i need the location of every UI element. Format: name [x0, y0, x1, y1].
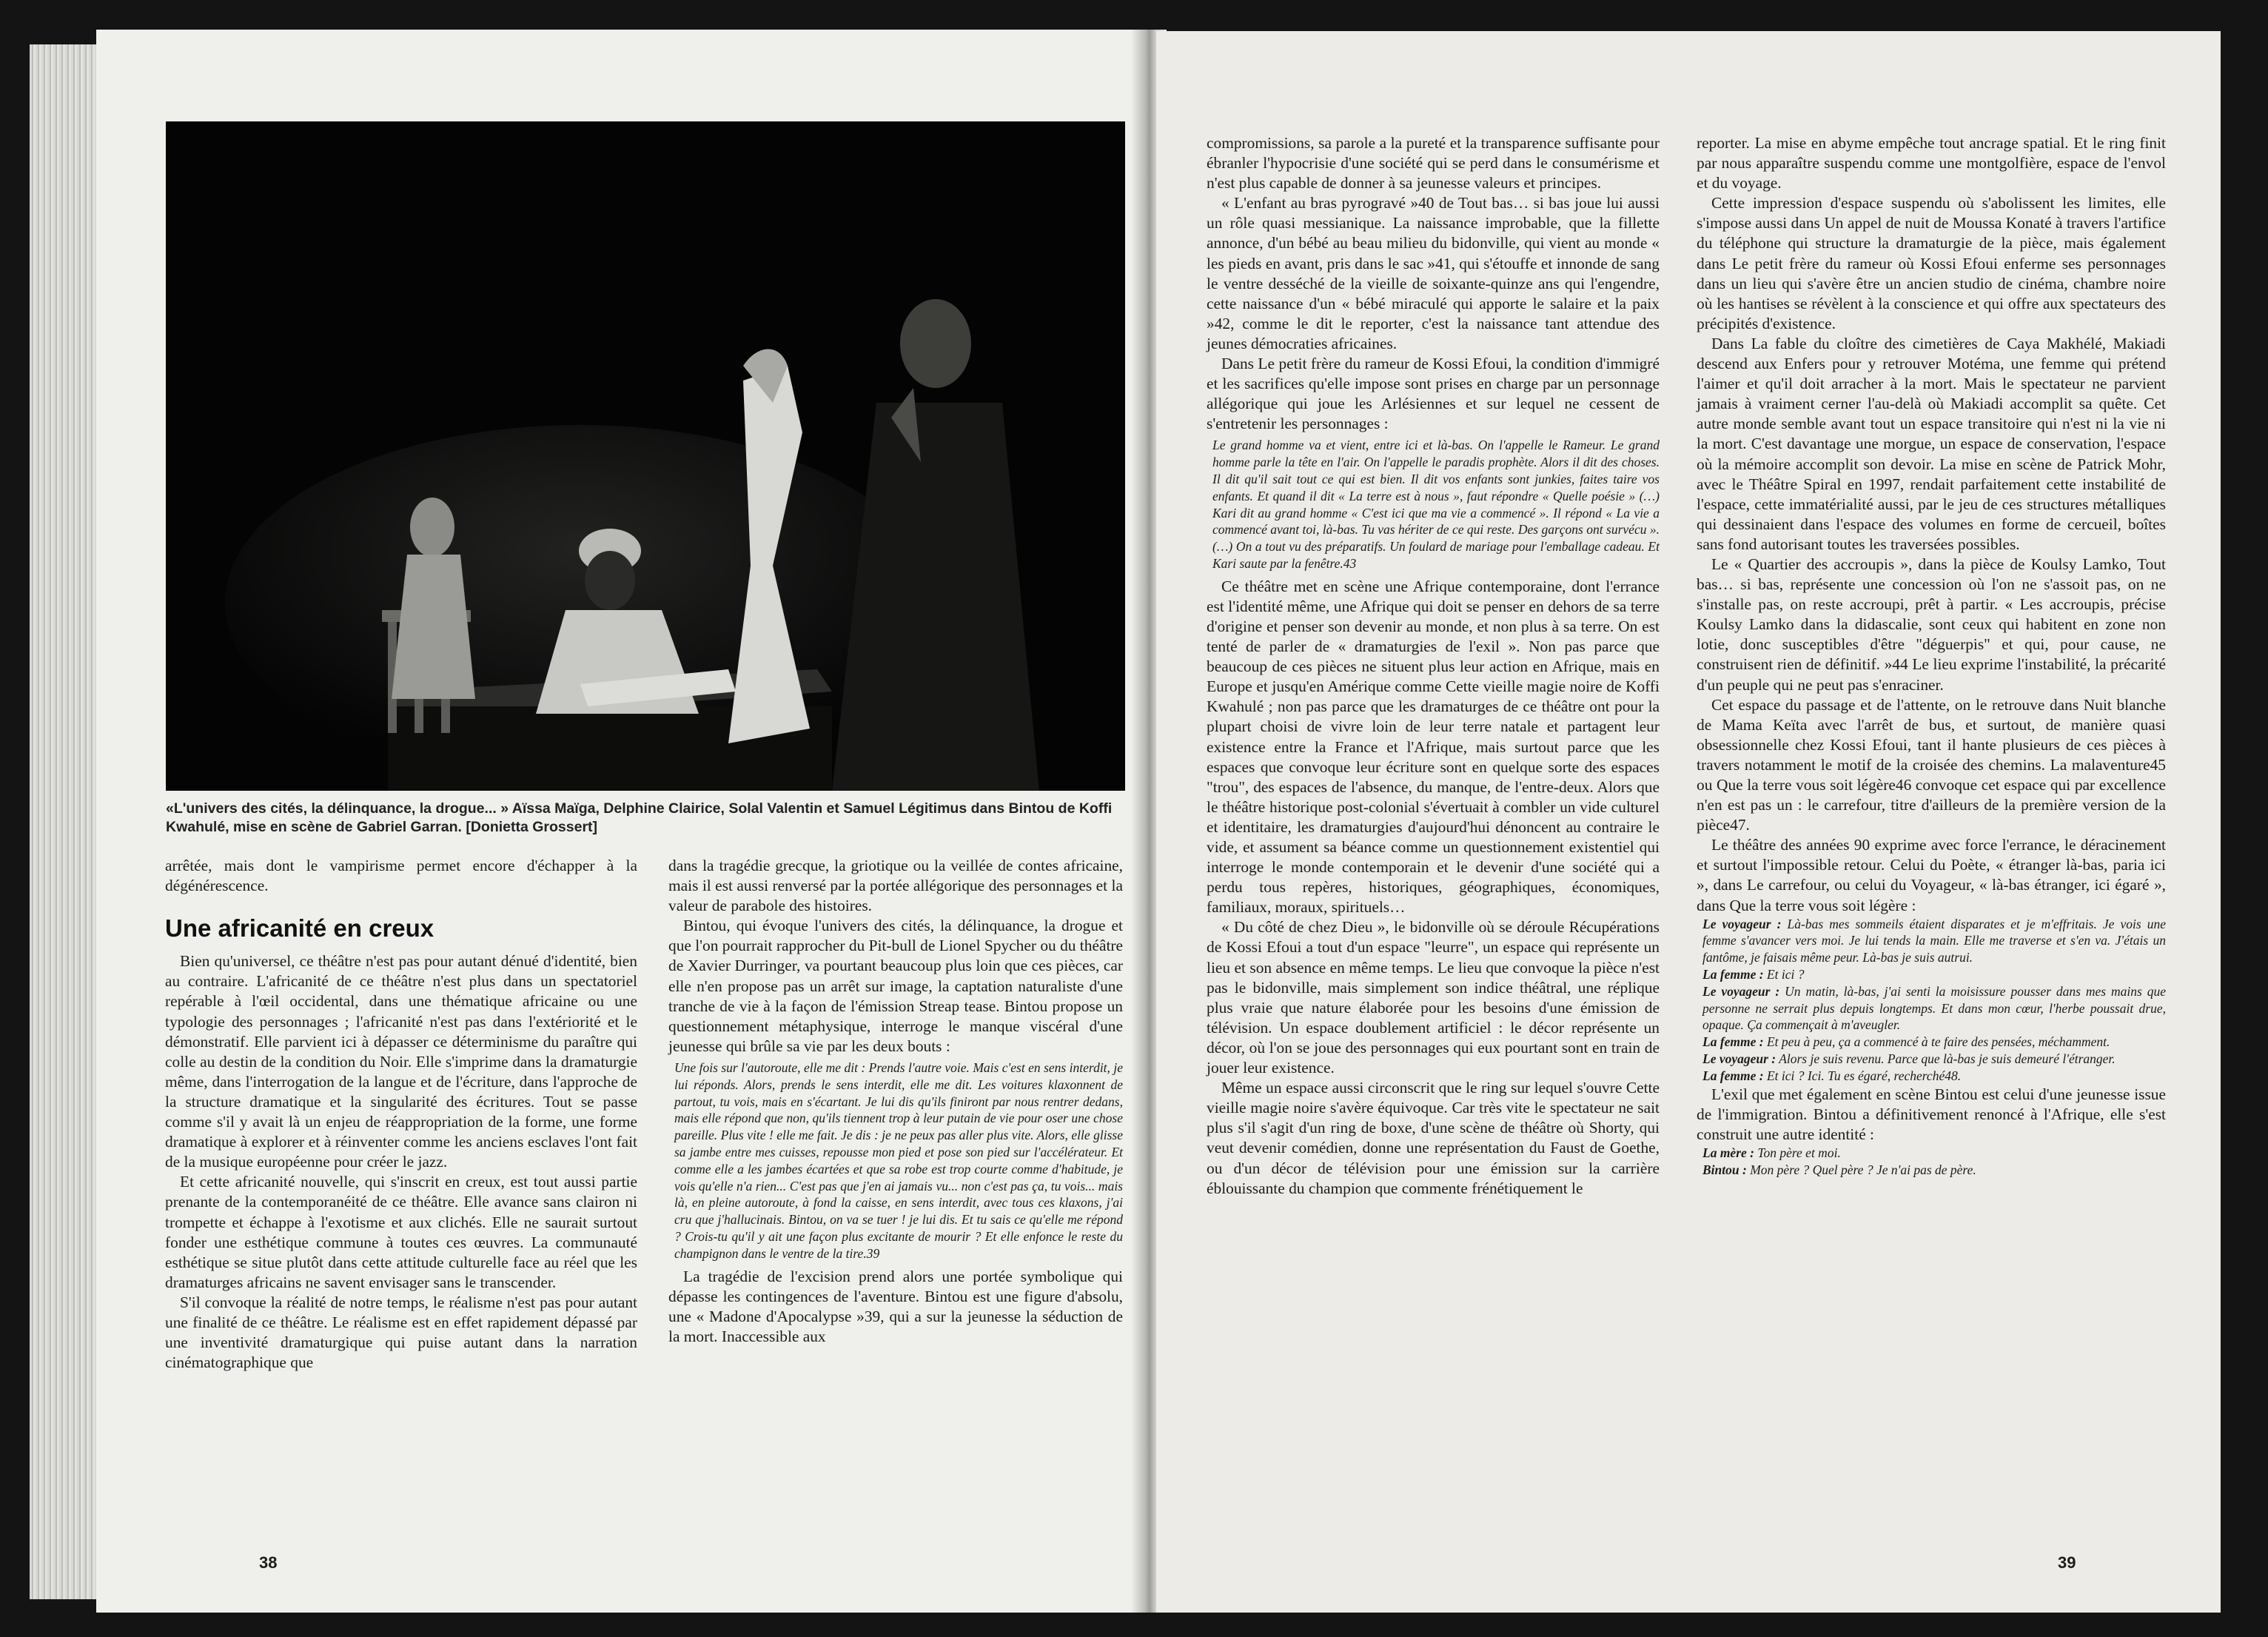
paragraph: Bien qu'universel, ce théâtre n'est pas pour autant dénué d'identité, bien au contraire. L'africanité de ce théâtre n'est plus dans un spectatoriel repérable à l'œil occidental, dans une thématique africaine ou une typologie des personnages ; l'africanité n'est pas dans l'extériorité et le démonstratif. Elle parvient ici à dépasser ce déterminisme du paraître qui colle au destin de la condition du Noir. Elle s'imprime dans la dramaturgie même, dans l'interrogation de la langue et de l'écriture, dans l'approche de la structure dramatique et la singularité des écritures. Tout se passe comme s'il y avait là un enjeu de réappropriation de la forme, une forme dramatique à explorer et à réinventer comme les anciens esclaves l'ont fait de la musique européenne pour créer le jazz.: [165, 952, 637, 1171]
speaker: Bintou :: [1702, 1162, 1747, 1177]
left-column-2: [668, 856, 1123, 1347]
page-edges: [30, 44, 98, 1599]
paragraph: S'il convoque la réalité de notre temps, le réalisme n'est pas pour autant une finalité de ce théâtre. Le réalisme est en effet rapidement dépassé par une inventivité dramaturgique qui puise autant dans la narration cinématographique que: [165, 1293, 637, 1372]
line: Et ici ?: [1763, 967, 1805, 982]
speaker: Le voyageur :: [1702, 1051, 1777, 1067]
left-column-1: [165, 856, 637, 1373]
dialogue-line: [1702, 983, 2166, 1034]
block-quote: Le grand homme va et vient, entre ici et là-bas. On l'appelle le Rameur. Le grand homme parle la tête en l'air. On l'appelle le paradis prophète. Alors il dit des choses. Il dit qu'il sait tout ce qui est bien. Il dit vos enfants sont junkies, faites taire vos enfants. Et quand il dit « La terre est à nous », faut répondre « Quelle poésie » (…) Kari dit au grand homme « C'est ici que ma vie a commencé ». Il répond « La vie a commencé avant toi, là-bas. Tu vas hériter de ce qui reste. Des garçons ont survécu ». (…) On a tout vu des préparatifs. Un foulard de mariage pour l'emballage cadeau. Et Kari saute par la fenêtre.43: [1212, 438, 1660, 571]
paragraph: Cet espace du passage et de l'attente, on le retrouve dans Nuit blanche de Mama Keïta avec l'arrêt de bus, et surtout, de manière quasi obsessionnelle chez Kossi Efoui, tant il hante plusieurs de ces pièces à travers notamment le motif de la croisée des chemins. La malaventure45 ou Que la terre vous soit légère46 convoque cet espace qui par excellence n'en est pas un : le carrefour, titre d'ailleurs de la première version de la pièce47.: [1697, 695, 2166, 834]
line: Et peu à peu, ça a commencé à te faire des pensées, méchamment.: [1763, 1034, 2110, 1050]
paragraph: Même un espace aussi circonscrit que le ring sur lequel s'ouvre Cette vieille magie noire s'avère équivoque. Car très vite le spectateur ne sait plus s'il s'agit d'un ring de boxe, d'une scène de théâtre où Shorty, qui veut devenir comédien, donne une représentation du Faust de Goethe, ou d'un décor de télévision pour une émission sur la carrière éblouissante du champion que commente frénétiquement le: [1207, 1079, 1660, 1197]
paragraph: dans la tragédie grecque, la griotique ou la veillée de contes africaine, mais il est aussi renversé par la portée allégorique des personnages et la valeur de parabole des histoires.: [668, 857, 1123, 915]
line: Là-bas mes sommeils étaient disparates et je m'effritais. Je vois une femme s'avancer vers moi. Je lui tends la main. Elle me traverse et s'en va. J'étais un fantôme, je faisais même peur. Là-bas je suis autrui.: [1702, 916, 2166, 965]
speaker: La femme :: [1702, 967, 1764, 982]
right-page: [1156, 31, 2221, 1613]
paragraph: Le « Quartier des accroupis », dans la pièce de Koulsy Lamko, Tout bas… si bas, représente une concession où l'on ne s'assoit pas, on ne s'installe pas, on reste accroupi, prêt à partir. « Les accroupis, précise Koulsy Lamko dans la didascalie, sont ceux qui habitent en zone non lotie, donc susceptibles d'être "déguerpis" et qui, pour cause, ne construisent rien de définitif. »44 Le lieu exprime l'instabilité, la précarité d'un peuple qui ne peut pas s'enraciner.: [1697, 555, 2166, 694]
speaker: La mère :: [1702, 1145, 1754, 1160]
line: Et ici ? Ici. Tu es égaré, recherché48.: [1763, 1068, 1962, 1083]
dialogue-line: [1702, 1051, 2166, 1068]
paragraph: compromissions, sa parole a la pureté et la transparence suffisante pour ébranler l'hypocrisie d'une société qui se perd dans le consumérisme et n'est plus capable de donner à sa jeunesse valeurs et principes.: [1207, 134, 1660, 193]
speaker: La femme :: [1702, 1034, 1764, 1050]
paragraph: arrêtée, mais dont le vampirisme permet encore d'échapper à la dégénérescence.: [165, 857, 637, 895]
dialogue-line: [1702, 966, 2166, 983]
page-number: 38: [259, 1553, 278, 1572]
section-heading: Une africanité en creux: [165, 914, 435, 943]
dialogue-line: [1702, 916, 2166, 966]
paragraph: Le théâtre des années 90 exprime avec force l'errance, le déracinement et surtout l'impossible retour. Celui du Poète, « étranger là-bas, paria ici », dans Le carrefour, ou celui du Voyageur, « là-bas étranger, ici égaré », dans Que la terre vous soit légère :: [1697, 836, 2166, 914]
speaker: Le voyageur :: [1702, 916, 1782, 931]
line: Alors je suis revenu. Parce que là-bas je suis demeuré l'étranger.: [1776, 1051, 2116, 1067]
stage-photo-image: [166, 121, 1125, 791]
paragraph: Cette impression d'espace suspendu où s'abolissent les limites, elle s'impose aussi dans Un appel de nuit de Moussa Konaté à travers l'artifice du téléphone qui structure la dramaturgie de la pièce, mais également dans Le petit frère du rameur où Kossi Efoui enferme ses personnages dans un lieu qui s'avère être un ancien studio de cinéma, chambre noire où les hantises se révèlent à la conscience et qui offre aux spectateurs des précipités d'existence.: [1697, 194, 2166, 332]
line: Mon père ? Quel père ? Je n'ai pas de père.: [1746, 1162, 1976, 1177]
paragraph: La tragédie de l'excision prend alors une portée symbolique qui dépasse les contingences de l'aventure. Bintou est une figure d'absolu, une « Madone d'Apocalypse »39, qui a sur la jeunesse la séduction de la mort. Inaccessible aux: [668, 1267, 1123, 1345]
left-page: [96, 30, 1140, 1613]
block-quote: Une fois sur l'autoroute, elle me dit : Prends l'autre voie. Mais c'est en sens interdit, je lui réponds. Alors, prends le sens interdit, elle me dit. Les voitures klaxonnent de partout, tu vois, mais en s'écartant. Je lui dis qu'ils finiront par nous rentrer dedans, mais elle répond que non, qu'ils tiennent trop à leur putain de vie pour oser une chose pareille. Plus vite ! elle me fait. Je dis : je ne peux pas aller plus vite. Alors, elle glisse sa jambe entre mes cuisses, repousse mon pied et pose son pied sur l'accélérateur. Et comme elle a les jambes écartées et que sa robe est trop courte comme d'habitude, je vois qu'elle n'a rien... C'est pas que j'en ai jamais vu... non c'est pas ça, tu vois... mais là, en pleine autoroute, à fond la caisse, en sens interdit, avec tous ces klaxons, j'ai cru que j'hallucinais. Bintou, on va se tuer ! je lui dis. Et tu sais ce qu'elle me répond ? Crois-tu qu'il y ait une façon plus excitante de mourir ? Et elle enfonce le reste du champignon dans le ventre de la tire.39: [674, 1059, 1123, 1261]
paragraph: Et cette africanité nouvelle, qui s'inscrit en creux, est tout aussi partie prenante de la contemporanéité de ce théâtre. Elle avance sans clairon ni trompette et échappe à l'exotisme et aux clichés. Elle ne saurait surtout fonder une esthétique commune à toutes ces œuvres. La communauté esthétique se situe plutôt dans cette attitude culturelle face au réel que les dramaturges africains ne savent envisager sans le transcender.: [165, 1173, 637, 1291]
paragraph: reporter. La mise en abyme empêche tout ancrage spatial. Et le ring finit par nous apparaître suspendu comme une montgolfière, espace de l'envol et du voyage.: [1697, 134, 2166, 193]
speaker: La femme :: [1702, 1068, 1764, 1083]
paragraph: « L'enfant au bras pyrogravé »40 de Tout bas… si bas joue lui aussi un rôle quasi messianique. La naissance improbable, que la fillette annonce, d'un bébé au beau milieu du bidonville, qui vient au monde « les pieds en avant, pris dans le sac »41, qui s'étouffe et innonde de sang le ventre desséché de la vieille de soixante-quinze ans qui l'engendre, cette naissance d'un « bébé miraculé qui apporte le salaire et la paix »42, comme le dit le reporter, c'est la naissance tant attendue des jeunes démocraties africaines.: [1207, 194, 1660, 352]
speaker: Le voyageur :: [1702, 983, 1780, 999]
paragraph: Dans Le petit frère du rameur de Kossi Efoui, la condition d'immigré et les sacrifices qu'elle impose sont prises en charge par un personnage allégorique qui joue les Arlésiennes et sur lequel ne cessent de s'entretenir les personnages :: [1207, 355, 1660, 433]
photo-caption: «L'univers des cités, la délinquance, la drogue... » Aïssa Maïga, Delphine Clairice, Solal Valentin et Samuel Légitimus dans Bintou de Koffi Kwahulé, mise en scène de Gabriel Garran. [Donietta Grossert]: [166, 800, 1113, 835]
dialogue-line: [1702, 1034, 2166, 1051]
paragraph: Bintou, qui évoque l'univers des cités, la délinquance, la drogue et que l'on pourrait rapprocher du Pit-bull de Lionel Spycher ou du théâtre de Xavier Durringer, va pourtant beaucoup plus loin que ces pièces, car elle n'en propose pas un arrêt sur image, la captation naturaliste d'une tranche de vie à la façon de l'émission Streap tease. Bintou propose un questionnement métaphysique, interroge le manque viscéral d'une jeunesse qui brûle sa vie par les deux bouts :: [668, 917, 1123, 1055]
right-column-2: [1697, 133, 2166, 1179]
line: Ton père et moi.: [1754, 1145, 1841, 1160]
paragraph: L'exil que met également en scène Bintou est celui d'une jeunesse issue de l'immigration. Bintou a définitivement renoncé à l'Afrique, elle s'est construit une autre identité :: [1697, 1085, 2166, 1143]
line: Un matin, là-bas, j'ai senti la moisissure pousser dans mes mains que personne ne serrait plus depuis longtemps. Et dans mon cœur, l'herbe poussait drue, opaque. Ça commençait à m'aveugler.: [1702, 983, 2166, 1033]
right-column-1: [1207, 133, 1660, 1199]
stage-photo: [166, 121, 1125, 791]
page-number: 39: [2058, 1553, 2076, 1572]
dialogue-line: [1702, 1162, 2166, 1179]
dialogue-line: [1702, 1068, 2166, 1085]
paragraph: « Du côté de chez Dieu », le bidonville où se déroule Récupérations de Kossi Efoui a tout d'un espace "leurre", un espace qui représente un lieu et son absence en même temps. Le lieu que convoque la pièce n'est pas le bidonville, mais simplement son indice théâtral, une réplique plus vraie que nature élaborée pour les besoins d'une émission de télévision. Un espace doublement artificiel : le décor représente un décor, où l'on se joue des personnages qui eux pourtant sont en train de jouer leur existence.: [1207, 918, 1660, 1077]
paragraph: Ce théâtre met en scène une Afrique contemporaine, dont l'errance est l'identité même, une Afrique qui doit se penser en dehors de sa terre d'origine et penser son devenir au monde, et non plus à sa terre. On est tenté de parler de « dramaturgies de l'exil ». Non pas parce que beaucoup de ces pièces ne situent plus leur action en Afrique, mais en Europe et jusqu'en Amérique comme Cette vieille magie noire de Koffi Kwahulé ; non pas parce que les dramaturges de ce théâtre ont pour la plupart choisi de vivre loin de leur terre natale et partagent leur existence entre la France et l'Afrique, mais surtout parce que les espaces que convoque leur écriture sont en quelque sorte des espaces "trou", des espaces de l'absence, du manque, de l'entre-deux. Alors que le théâtre historique post-colonial s'évertuait à combler un vide culturel et identitaire, les dramaturgies d'aujourd'hui dénoncent au contraire le vide, et assument sa béance comme un questionnement existentiel qui interroge le monde contemporain et le devenir d'une société qui a perdu tous repères, historiques, géographiques, économiques, familiaux, moraux, spirituels…: [1207, 577, 1660, 917]
paragraph: Dans La fable du cloître des cimetières de Caya Makhélé, Makiadi descend aux Enfers pour y retrouver Motéma, une femme qui prétend l'aimer et qu'il doit arracher à la mort. Mais le spectateur ne parvient jamais à vraiment cerner l'au-delà où Makiadi accomplit sa quête. Cet autre monde semble avant tout un espace transitoire qui n'est ni la vie ni la mort. C'est davantage une morgue, un espace de conservation, l'espace où la mémoire accomplit son devoir. La mise en scène de Patrick Mohr, avec le Théâtre Spiral en 1997, rendait parfaitement cette instabilité de l'espace, cette immatérialité aussi, par le jeu de ces structures métalliques qui dessinaient dans l'espace des volumes en forme de cercueil, boîtes sans fond autorisant toutes les traversées possibles.: [1697, 334, 2166, 553]
dialogue-line: [1702, 1145, 2166, 1162]
